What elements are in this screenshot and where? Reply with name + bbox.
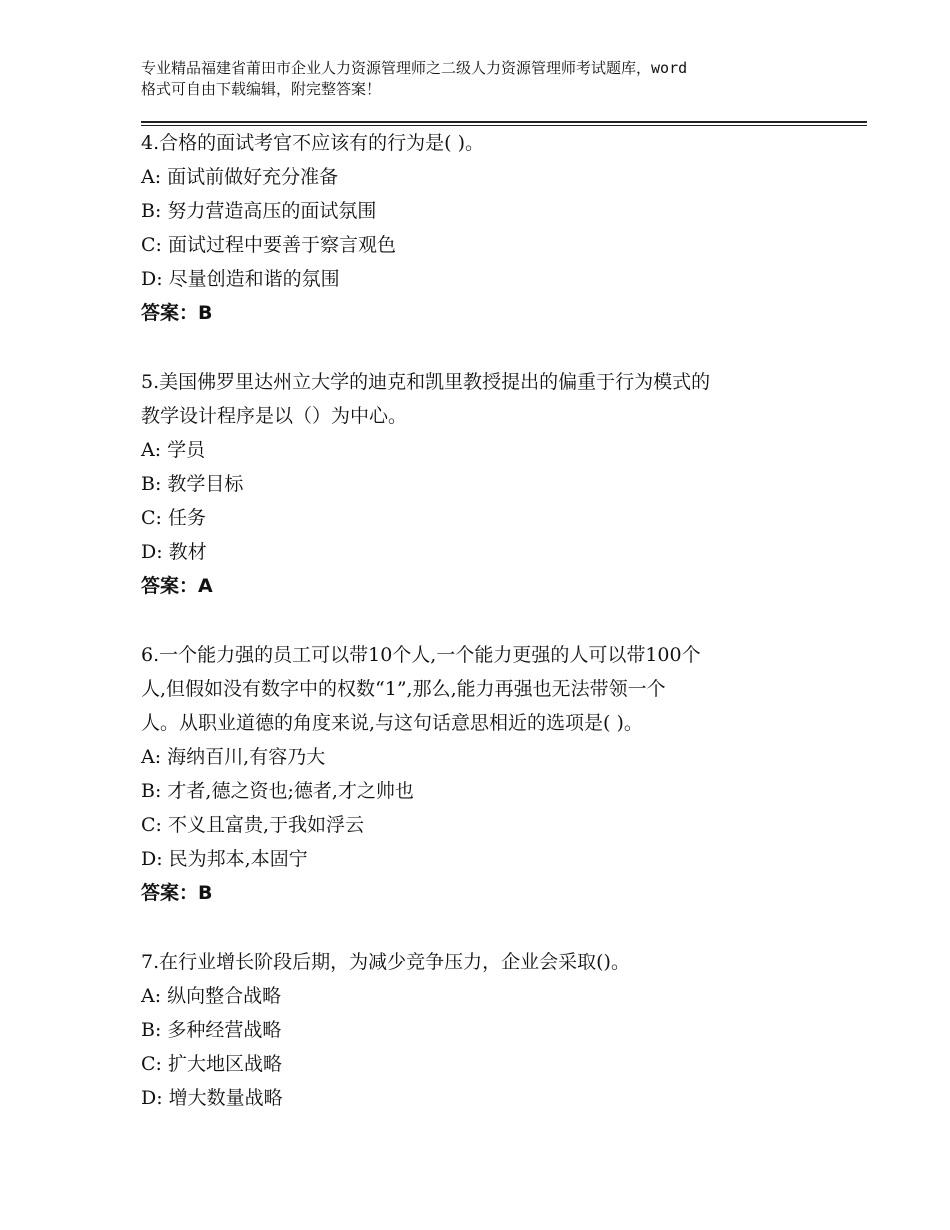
question-stem-line-2: 人,但假如没有数字中的权数“1”,那么,能力再强也无法带领一个: [141, 678, 666, 700]
option-d: D: 尽量创造和谐的氛围: [141, 268, 340, 290]
option-b: B: 努力营造高压的面试氛围: [141, 200, 377, 222]
header-rule-thick: [141, 121, 867, 123]
question-stem-line-3: 人。从职业道德的角度来说,与这句话意思相近的选项是( )。: [141, 712, 643, 734]
document-header: [141, 58, 831, 100]
question-5: [141, 365, 831, 603]
question-stem-line-2: 教学设计程序是以（）为中心。: [141, 405, 408, 427]
option-c: C: 面试过程中要善于察言观色: [141, 234, 396, 256]
option-a: A: 面试前做好充分准备: [141, 166, 339, 188]
question-stem-line-1: 5.美国佛罗里达州立大学的迪克和凯里教授提出的偏重于行为模式的: [141, 371, 711, 393]
option-c: C: 扩大地区战略: [141, 1053, 282, 1075]
header-line-2: 格式可自由下载编辑，附完整答案！: [141, 80, 382, 98]
option-c: C: 任务: [141, 507, 206, 529]
option-b: B: 多种经营战略: [141, 1019, 282, 1041]
answer-label: 答案：B: [141, 882, 213, 904]
option-a: A: 学员: [141, 439, 206, 461]
question-6: [141, 638, 831, 910]
option-b: B: 教学目标: [141, 473, 244, 495]
option-b: B: 才者,德之资也;德者,才之帅也: [141, 780, 414, 802]
option-d: D: 增大数量战略: [141, 1087, 283, 1109]
option-a: A: 海纳百川,有容乃大: [141, 746, 326, 768]
option-d: D: 教材: [141, 541, 207, 563]
option-d: D: 民为邦本,本固宁: [141, 848, 308, 870]
question-4: [141, 126, 831, 330]
answer-label: 答案：B: [141, 302, 213, 324]
option-a: A: 纵向整合战略: [141, 985, 282, 1007]
option-c: C: 不义且富贵,于我如浮云: [141, 814, 365, 836]
question-stem: 7.在行业增长阶段后期，为减少竞争压力，企业会采取()。: [141, 951, 630, 973]
question-stem: 4.合格的面试考官不应该有的行为是( )。: [141, 132, 484, 154]
answer-label: 答案：A: [141, 575, 213, 597]
question-stem-line-1: 6.一个能力强的员工可以带10个人,一个能力更强的人可以带100个: [141, 644, 701, 666]
question-7: [141, 945, 831, 1115]
header-line-1: 专业精品福建省莆田市企业人力资源管理师之二级人力资源管理师考试题库，word: [141, 59, 688, 77]
